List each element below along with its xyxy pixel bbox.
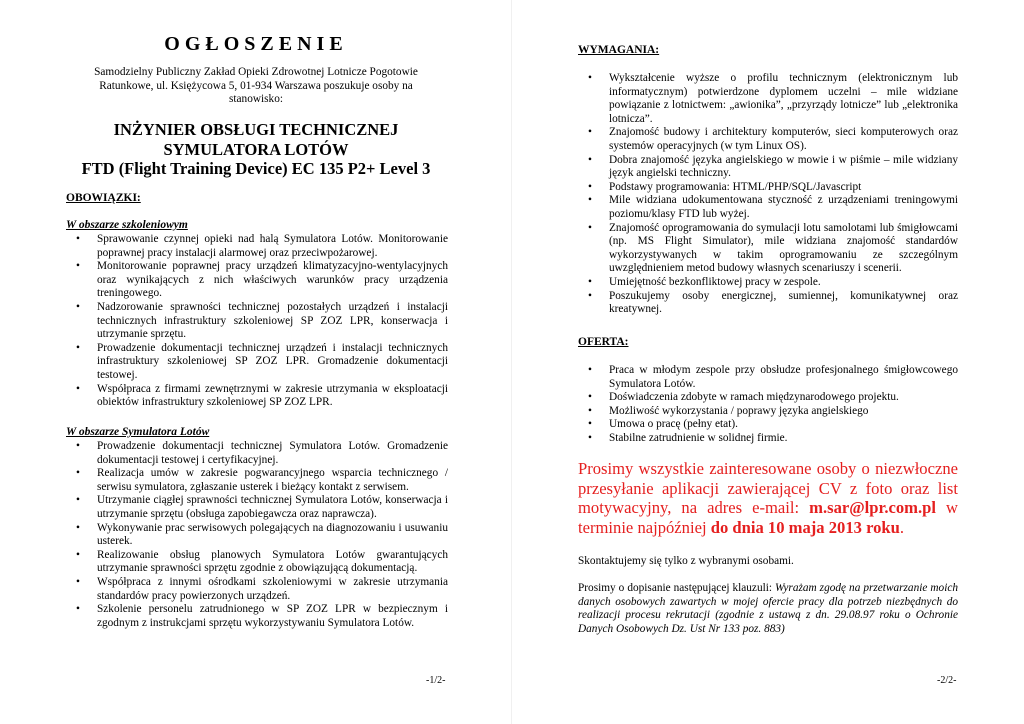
bullet-icon: • bbox=[588, 364, 592, 376]
page-gutter bbox=[511, 0, 512, 724]
bullet-icon: • bbox=[588, 431, 592, 444]
list-item: • Realizacja umów w zakresie pogwarancyjnego wsparcia technicznego / serwisu symulatora, zgłaszanie usterek i bieżący kontakt z serwisem. bbox=[76, 467, 448, 493]
list-item: • Prowadzenie dokumentacji technicznej Symulatora Lotów. Gromadzenie dokumentacji testowej i certyfikacyjnej. bbox=[76, 440, 448, 466]
deadline-date: do dnia 10 maja 2013 roku bbox=[710, 518, 900, 538]
simulator-area-heading: W obszarze Symulatora Lotów bbox=[66, 426, 210, 438]
list-item: • Praca w młodym zespole przy obsłudze profesjonalnego śmigłowcowego Symulatora Lotów. bbox=[588, 364, 958, 390]
offer-heading: OFERTA: bbox=[578, 336, 629, 348]
bullet-icon: • bbox=[76, 548, 80, 561]
employer-intro: Samodzielny Publiczny Zakład Opieki Zdrowotnej Lotnicze Pogotowie Ratunkowe, ul. Księżycowa 5, 01-934 Warszawa poszukuje osoby na stanowisko: bbox=[94, 66, 418, 105]
clause-prefix: Prosimy o dopisanie następującej klauzuli: bbox=[578, 582, 773, 594]
list-item: • Współpraca z innymi ośrodkami szkoleniowymi w zakresie utrzymania standardów pracy powierzonych urządzeń. bbox=[76, 575, 448, 602]
bullet-icon: • bbox=[76, 467, 80, 480]
list-item: • Możliwość wykorzystania / poprawy języka angielskiego bbox=[588, 404, 869, 417]
list-item: • Mile widziana udokumentowana styczność z urządzeniami treningowymi poziomu/klasy FTD lub wyżej. bbox=[588, 194, 958, 220]
clause-text: Wyrażam zgodę na przetwarzanie moich danych osobowych zawartych w mojej ofercie pracy dla potrzeb niezbędnych do realizacji procesu rekrutacji (zgodnie z ustawą z dn. 29.08.97 roku o Ochronie Danych Osobowych Dz. Ust Nr 133 poz. 883) bbox=[578, 582, 958, 635]
bullet-icon: • bbox=[588, 126, 592, 139]
contact-note: Skontaktujemy się tylko z wybranymi osobami. bbox=[578, 555, 794, 567]
bullet-icon: • bbox=[588, 275, 592, 288]
bullet-icon: • bbox=[588, 194, 592, 207]
bullet-icon: • bbox=[76, 382, 80, 395]
list-item: • Doświadczenia zdobyte w ramach międzynarodowego projektu. bbox=[588, 391, 899, 404]
job-title-line-1: INŻYNIER OBSŁUGI TECHNICZNEJ bbox=[113, 120, 399, 139]
application-invitation bbox=[578, 459, 958, 538]
job-title-line-2: SYMULATORA LOTÓW bbox=[163, 139, 349, 159]
bullet-icon: • bbox=[588, 418, 592, 431]
page-number-right: -2/2- bbox=[937, 675, 957, 686]
bullet-icon: • bbox=[588, 391, 592, 404]
bullet-icon: • bbox=[76, 260, 80, 273]
bullet-icon: • bbox=[76, 603, 80, 616]
deadline-prefix: w terminie najpóźniej bbox=[578, 498, 958, 538]
training-area-heading: W obszarze szkoleniowym bbox=[66, 219, 188, 231]
announcement-heading: OGŁOSZENIE bbox=[164, 33, 348, 55]
list-item: • Znajomość oprogramowania do symulacji lotu samolotami lub śmigłowcami (np. MS Flight Simulator), mile widziana znajomość standardów wykorzystywanych w takim oprogramowaniu ze szczególnym uwzględnieniem metod budowy własnych scenariuszy i scenerii. bbox=[588, 221, 958, 275]
bullet-icon: • bbox=[588, 289, 592, 302]
bullet-icon: • bbox=[588, 180, 592, 193]
job-title bbox=[60, 120, 452, 179]
invitation-text: Prosimy wszystkie zainteresowane osoby o niezwłoczne przesyłanie aplikacji zawierającej CV z foto oraz list motywacyjny, na adres e-mail: bbox=[578, 459, 958, 518]
list-item: • Wykonywanie prac serwisowych polegających na diagnozowaniu i usuwaniu usterek. bbox=[76, 521, 448, 548]
training-duties-list bbox=[66, 233, 448, 410]
bullet-icon: • bbox=[76, 521, 80, 534]
bullet-icon: • bbox=[76, 440, 80, 452]
list-item: • Umiejętność bezkonfliktowej pracy w zespole. bbox=[588, 275, 821, 288]
list-item: • Szkolenie personelu zatrudnionego w SP ZOZ LPR w bezpiecznym i zgodnym z instrukcjami sprzętu wykorzystywaniu Symulatora Lotów. bbox=[76, 603, 448, 629]
offer-list bbox=[578, 364, 958, 446]
bullet-icon: • bbox=[588, 72, 592, 84]
bullet-icon: • bbox=[76, 494, 80, 507]
duties-heading: OBOWIĄZKI: bbox=[66, 192, 141, 204]
bullet-icon: • bbox=[76, 341, 80, 354]
list-item: • Umowa o pracę (pełny etat). bbox=[588, 418, 738, 431]
bullet-icon: • bbox=[588, 153, 592, 166]
list-item: • Sprawowanie czynnej opieki nad halą Symulatora Lotów. Monitorowanie poprawnej pracy instalacji alarmowej oraz przeciwpożarowej. bbox=[76, 233, 448, 259]
bullet-icon: • bbox=[588, 404, 592, 417]
requirements-heading: WYMAGANIA: bbox=[578, 44, 660, 56]
list-item: • Monitorowanie poprawnej pracy urządzeń klimatyzacyjno-wentylacyjnych oraz wynikających z nich właściwych warunków pracy urządzenia treningowego. bbox=[76, 260, 448, 300]
bullet-icon: • bbox=[76, 575, 80, 588]
list-item: • Poszukujemy osoby energicznej, sumiennej, komunikatywnej oraz kreatywnej. bbox=[588, 289, 958, 316]
list-item: • Wykształcenie wyższe o profilu technicznym (elektronicznym lub informatycznym) potwierdzone dyplomem uczelni – mile widziane powiązanie z lotnictwem: „awionika”, „przyrządy lotnicze” lub „elektronika lotnicza”. bbox=[588, 72, 958, 125]
list-item: • Współpraca z firmami zewnętrznymi w zakresie utrzymania w eksploatacji obiektów infrastruktury szkoleniowej SP ZOZ LPR. bbox=[76, 382, 448, 409]
deadline-end: . bbox=[899, 518, 905, 538]
bullet-icon: • bbox=[76, 233, 80, 245]
bullet-icon: • bbox=[588, 221, 592, 234]
list-item: • Realizowanie obsług planowych Symulatora Lotów gwarantujących utrzymanie sprawności sprzętu zgodnie z obowiązującą dokumentacją. bbox=[76, 548, 448, 575]
list-item: • Stabilne zatrudnienie w solidnej firmie. bbox=[588, 431, 788, 444]
email-link[interactable]: m.sar@lpr.com.pl bbox=[809, 498, 936, 518]
list-item: • Prowadzenie dokumentacji technicznej urządzeń i instalacji technicznych infrastruktury szkoleniowej SP ZOZ LPR. Gromadzenie dokumentacji testowej. bbox=[76, 341, 448, 381]
list-item: • Nadzorowanie sprawności technicznej pozostałych urządzeń i instalacji technicznych infrastruktury szkoleniowej SP ZOZ LPR, konserwacja i utrzymanie sprzętu. bbox=[76, 300, 448, 341]
job-title-line-3: FTD (Flight Training Device) EC 135 P2+ Level 3 bbox=[81, 159, 431, 178]
list-item: • Utrzymanie ciągłej sprawności technicznej Symulatora Lotów, konserwacja i utrzymanie sprzętu (obsługa zapobiegawcza oraz naprawcza). bbox=[76, 494, 448, 520]
page-number-left: -1/2- bbox=[426, 675, 446, 686]
bullet-icon: • bbox=[76, 300, 80, 313]
requirements-list bbox=[578, 72, 958, 317]
gdpr-clause bbox=[578, 582, 958, 636]
list-item: • Znajomość budowy i architektury komputerów, sieci komputerowych oraz systemów operacyjnych (w tym Linux OS). bbox=[588, 126, 958, 152]
simulator-duties-list bbox=[66, 440, 448, 630]
list-item: • Dobra znajomość języka angielskiego w mowie i w piśmie – mile widziany język angielski techniczny. bbox=[588, 153, 958, 180]
list-item: • Podstawy programowania: HTML/PHP/SQL/Javascript bbox=[588, 180, 862, 193]
